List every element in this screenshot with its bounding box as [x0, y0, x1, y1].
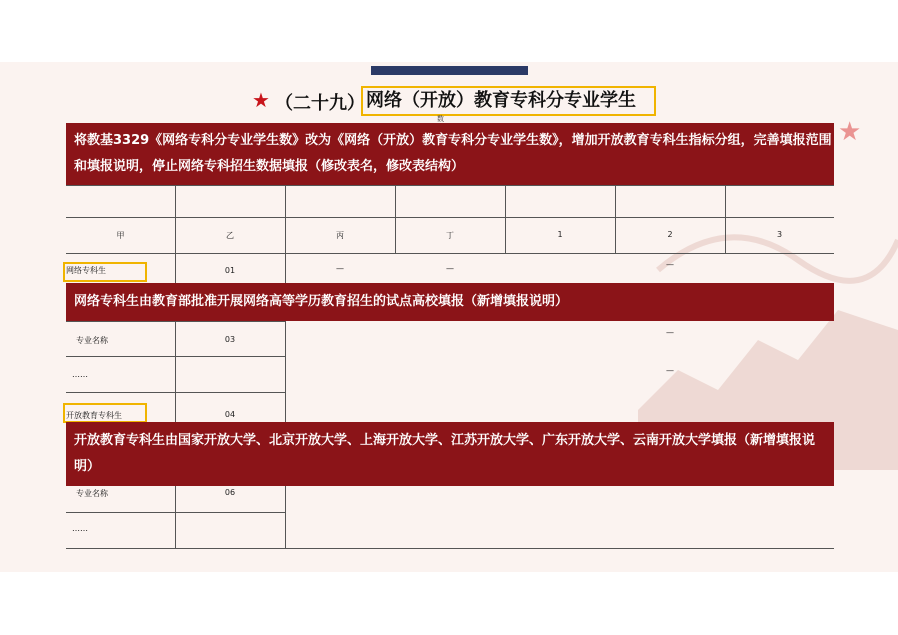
highlight-open — [63, 403, 147, 423]
row-label-ellipsis-2: …… — [72, 524, 88, 533]
col-yi: 乙 — [226, 231, 234, 240]
col-jia: 甲 — [116, 231, 125, 240]
title-highlighted: 网络（开放）教育专科分专业学生 — [361, 86, 656, 116]
row01-c6: — — [666, 260, 674, 269]
banner-top: 将教基3329《网络专科分专业学生数》改为《网络（开放）教育专科分专业学生数》，增加开放教育专科生指标分组，完善填报范围和填报说明，停止网络专科招生数据填报（修改表名，修改表结构） — [66, 123, 834, 185]
row-label-open: 开放教育专科生 — [66, 411, 122, 420]
title-fragment: 数 — [437, 115, 444, 123]
row-label-ellipsis-1: …… — [72, 370, 88, 379]
col-bing: 丙 — [336, 231, 344, 240]
row-ellipsis-c6: — — [666, 366, 674, 375]
col-3: 3 — [776, 230, 783, 239]
decorative-star-icon: ★ — [838, 117, 862, 147]
banner-bottom: 开放教育专科生由国家开放大学、北京开放大学、上海开放大学、江苏开放大学、广东开放大学、云南开放大学填报（新增填报说明） — [66, 422, 834, 486]
row-code-04: 04 — [224, 410, 236, 419]
row-code-03: 03 — [224, 335, 236, 344]
row-code-01: 01 — [224, 266, 236, 275]
row-label-online: 网络专科生 — [66, 266, 106, 275]
row-label-major-2: 专业名称 — [76, 489, 108, 498]
title-prefix: （二十九） — [275, 93, 365, 114]
row-code-06: 06 — [224, 488, 236, 497]
row01-c4: — — [446, 264, 454, 273]
col-2: 2 — [667, 230, 673, 239]
col-ding: 丁 — [446, 231, 454, 240]
row01-c3: — — [336, 264, 344, 273]
row03-c6: — — [666, 328, 674, 337]
star-icon: ★ — [252, 88, 270, 112]
highlight-online — [63, 262, 147, 282]
row-label-major-1: 专业名称 — [76, 336, 108, 345]
banner-middle: 网络专科生由教育部批准开展网络高等学历教育招生的试点高校填报（新增填报说明） — [66, 283, 834, 321]
col-1: 1 — [557, 230, 563, 239]
